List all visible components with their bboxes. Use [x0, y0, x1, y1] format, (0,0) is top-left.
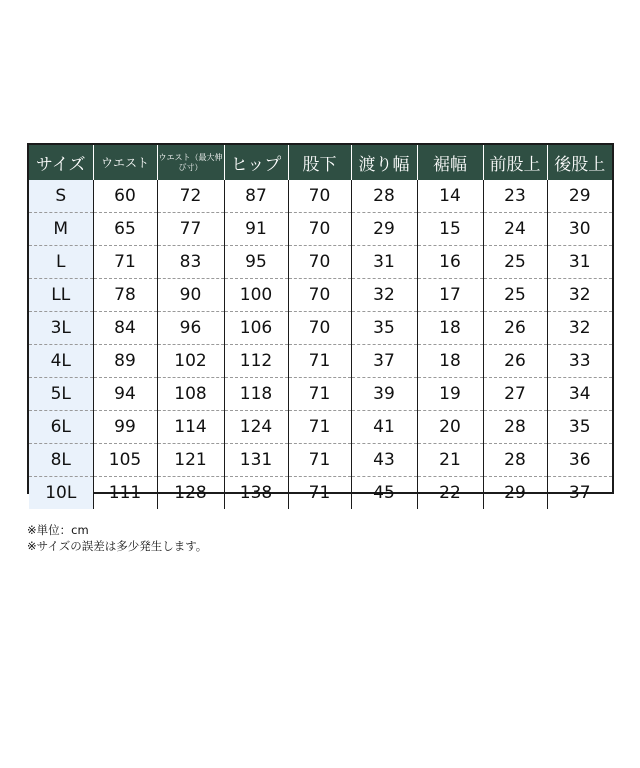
table-row [29, 477, 612, 510]
cell-waist: 71 [93, 246, 157, 279]
table-row [29, 180, 612, 213]
cell-size: LL [29, 279, 93, 312]
table-body [29, 180, 612, 509]
header-thigh-width: 渡り幅 [351, 145, 417, 180]
cell-size: 10L [29, 477, 93, 510]
cell-waist-max-stretch: 96 [157, 312, 224, 345]
cell-hem-width: 18 [417, 345, 483, 378]
cell-thigh-width: 31 [351, 246, 417, 279]
cell-hip: 124 [224, 411, 288, 444]
cell-hem-width: 17 [417, 279, 483, 312]
cell-back-rise: 37 [547, 477, 612, 510]
cell-hip: 95 [224, 246, 288, 279]
cell-hem-width: 22 [417, 477, 483, 510]
cell-waist: 99 [93, 411, 157, 444]
cell-waist-max-stretch: 108 [157, 378, 224, 411]
cell-waist: 78 [93, 279, 157, 312]
table-row [29, 411, 612, 444]
cell-size: 4L [29, 345, 93, 378]
cell-hem-width: 15 [417, 213, 483, 246]
cell-back-rise: 33 [547, 345, 612, 378]
cell-hip: 87 [224, 180, 288, 213]
cell-hem-width: 19 [417, 378, 483, 411]
cell-size: 3L [29, 312, 93, 345]
cell-front-rise: 27 [483, 378, 547, 411]
cell-waist: 105 [93, 444, 157, 477]
cell-size: 8L [29, 444, 93, 477]
cell-thigh-width: 37 [351, 345, 417, 378]
cell-thigh-width: 29 [351, 213, 417, 246]
cell-back-rise: 32 [547, 279, 612, 312]
cell-inseam: 70 [288, 213, 351, 246]
cell-hem-width: 16 [417, 246, 483, 279]
cell-size: 6L [29, 411, 93, 444]
cell-hem-width: 18 [417, 312, 483, 345]
cell-hip: 112 [224, 345, 288, 378]
cell-thigh-width: 45 [351, 477, 417, 510]
table-row [29, 246, 612, 279]
cell-back-rise: 29 [547, 180, 612, 213]
cell-front-rise: 25 [483, 279, 547, 312]
cell-hip: 91 [224, 213, 288, 246]
cell-waist-max-stretch: 72 [157, 180, 224, 213]
cell-hip: 118 [224, 378, 288, 411]
table-row [29, 345, 612, 378]
cell-waist: 111 [93, 477, 157, 510]
cell-waist: 84 [93, 312, 157, 345]
cell-inseam: 71 [288, 378, 351, 411]
cell-inseam: 70 [288, 312, 351, 345]
cell-thigh-width: 39 [351, 378, 417, 411]
table-row [29, 312, 612, 345]
cell-waist: 89 [93, 345, 157, 378]
cell-front-rise: 26 [483, 345, 547, 378]
table-row [29, 444, 612, 477]
table-row [29, 279, 612, 312]
cell-front-rise: 23 [483, 180, 547, 213]
cell-inseam: 71 [288, 345, 351, 378]
cell-back-rise: 30 [547, 213, 612, 246]
cell-thigh-width: 43 [351, 444, 417, 477]
cell-hem-width: 21 [417, 444, 483, 477]
header-hip: ヒップ [224, 145, 288, 180]
cell-back-rise: 31 [547, 246, 612, 279]
cell-waist-max-stretch: 114 [157, 411, 224, 444]
cell-back-rise: 34 [547, 378, 612, 411]
cell-hip: 106 [224, 312, 288, 345]
size-chart-table [29, 145, 612, 509]
header-waist: ウエスト [93, 145, 157, 180]
cell-waist: 94 [93, 378, 157, 411]
cell-waist-max-stretch: 102 [157, 345, 224, 378]
cell-hip: 131 [224, 444, 288, 477]
header-row [29, 145, 612, 180]
cell-waist-max-stretch: 128 [157, 477, 224, 510]
cell-front-rise: 28 [483, 444, 547, 477]
cell-inseam: 71 [288, 444, 351, 477]
cell-thigh-width: 32 [351, 279, 417, 312]
cell-hip: 100 [224, 279, 288, 312]
cell-front-rise: 25 [483, 246, 547, 279]
cell-back-rise: 36 [547, 444, 612, 477]
cell-thigh-width: 35 [351, 312, 417, 345]
cell-waist-max-stretch: 77 [157, 213, 224, 246]
size-chart-table-frame [27, 143, 614, 503]
cell-inseam: 71 [288, 477, 351, 510]
unit-note: ※単位：cm [27, 523, 89, 537]
cell-waist-max-stretch: 90 [157, 279, 224, 312]
header-inseam: 股下 [288, 145, 351, 180]
cell-size: 5L [29, 378, 93, 411]
disclaimer-note: ※サイズの誤差は多少発生します。 [27, 539, 208, 553]
cell-thigh-width: 41 [351, 411, 417, 444]
cell-front-rise: 29 [483, 477, 547, 510]
cell-waist: 60 [93, 180, 157, 213]
cell-size: M [29, 213, 93, 246]
cell-inseam: 70 [288, 246, 351, 279]
header-back-rise: 後股上 [547, 145, 612, 180]
cell-hem-width: 20 [417, 411, 483, 444]
cell-back-rise: 35 [547, 411, 612, 444]
cell-hip: 138 [224, 477, 288, 510]
cell-thigh-width: 28 [351, 180, 417, 213]
header-size: サイズ [29, 145, 93, 180]
table-row [29, 378, 612, 411]
cell-size: L [29, 246, 93, 279]
header-waist-max-stretch: ウエスト（最大伸び寸） [157, 145, 224, 180]
cell-waist: 65 [93, 213, 157, 246]
cell-front-rise: 28 [483, 411, 547, 444]
cell-inseam: 70 [288, 279, 351, 312]
cell-size: S [29, 180, 93, 213]
cell-inseam: 71 [288, 411, 351, 444]
cell-front-rise: 24 [483, 213, 547, 246]
header-front-rise: 前股上 [483, 145, 547, 180]
cell-waist-max-stretch: 83 [157, 246, 224, 279]
cell-back-rise: 32 [547, 312, 612, 345]
cell-inseam: 70 [288, 180, 351, 213]
header-hem-width: 裾幅 [417, 145, 483, 180]
cell-waist-max-stretch: 121 [157, 444, 224, 477]
cell-front-rise: 26 [483, 312, 547, 345]
notes [27, 522, 207, 554]
cell-hem-width: 14 [417, 180, 483, 213]
table-row [29, 213, 612, 246]
